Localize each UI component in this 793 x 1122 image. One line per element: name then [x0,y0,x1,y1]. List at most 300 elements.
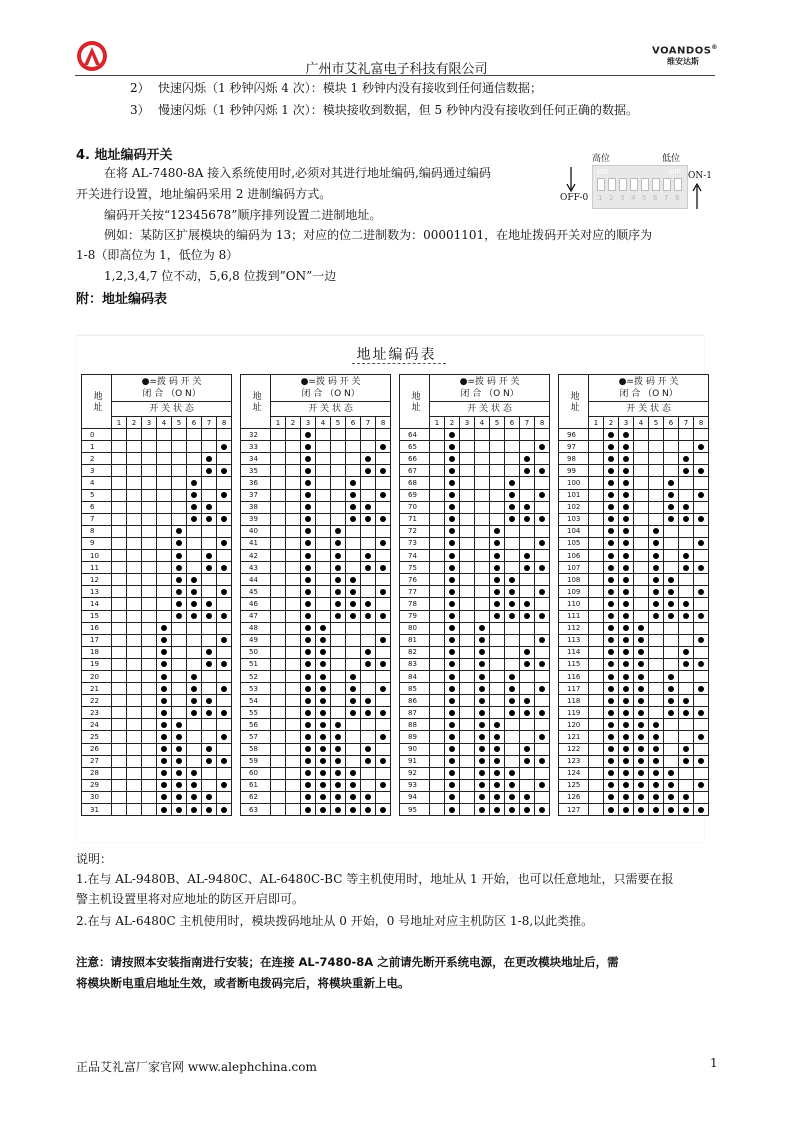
table-row [559,562,709,574]
switch-cell [217,477,232,489]
switch-on-dot [320,649,326,655]
switch-on-dot [221,637,227,643]
switch-on-dot [683,794,689,800]
section-para-2: 编码开关按“12345678”顺序排列设置二进制地址。 [104,208,382,222]
switch-cell [589,719,604,731]
dip-numbers [597,194,683,204]
switch-on-dot [683,504,689,510]
switch-on-dot [380,710,386,716]
switch-on-dot [638,674,644,680]
switch-on-dot [509,504,515,510]
switch-cell [142,465,157,477]
switch-cell [172,525,187,537]
address-number: 8 [82,525,112,537]
switch-on-dot [365,807,371,813]
switch-on-dot [479,637,485,643]
switch-cell [505,683,520,695]
bit-header: 4 [316,417,331,429]
switch-cell [286,658,301,670]
switch-cell [535,695,550,707]
bit-header: 2 [604,417,619,429]
address-number: 34 [241,453,271,465]
switch-cell [694,755,709,767]
address-number: 116 [559,670,589,682]
address-number: 62 [241,791,271,803]
switch-cell [157,683,172,695]
switch-cell [679,779,694,791]
switch-on-dot [623,589,629,595]
switch-cell [694,791,709,803]
switch-cell [286,791,301,803]
switch-cell [589,537,604,549]
switch-on-dot [449,480,455,486]
switch-cell [301,562,316,574]
switch-cell [619,743,634,755]
switch-cell [649,477,664,489]
switch-on-dot [365,601,371,607]
switch-on-dot [479,710,485,716]
switch-on-dot [365,613,371,619]
address-number: 45 [241,586,271,598]
switch-on-dot [608,504,614,510]
switch-cell [505,586,520,598]
address-number: 39 [241,513,271,525]
switch-cell [505,707,520,719]
switch-cell [127,489,142,501]
addr-col-header: 地址 [559,375,589,429]
switch-cell [286,489,301,501]
table-row [82,598,232,610]
switch-cell [271,683,286,695]
switch-cell [649,791,664,803]
switch-on-dot [449,686,455,692]
address-number: 66 [400,453,430,465]
table-row [559,574,709,586]
switch-on-dot [350,601,356,607]
switch-cell [301,743,316,755]
switch-cell [346,779,361,791]
address-number: 109 [559,586,589,598]
table-row [559,707,709,719]
switch-on-dot [524,468,530,474]
switch-cell [316,513,331,525]
bit-header: 6 [664,417,679,429]
switch-on-dot [449,444,455,450]
table-row [82,634,232,646]
switch-cell [694,670,709,682]
table-row [241,586,391,598]
page-number: 1 [710,1056,718,1070]
switch-cell [589,755,604,767]
switch-cell [430,441,445,453]
switch-on-dot [653,553,659,559]
switch-cell [535,779,550,791]
switch-cell [490,453,505,465]
switch-on-dot [176,782,182,788]
address-number: 18 [82,646,112,658]
switch-cell [217,791,232,803]
switch-cell [361,513,376,525]
table-row [400,477,550,489]
switch-cell [535,767,550,779]
table-row [241,622,391,634]
switch-cell [505,767,520,779]
table-row [241,562,391,574]
switch-cell [331,755,346,767]
switch-cell [460,731,475,743]
switch-cell [217,574,232,586]
switch-cell [604,779,619,791]
switch-on-dot [221,565,227,571]
switch-cell [271,804,286,816]
switch-cell [430,622,445,634]
switch-cell [127,731,142,743]
switch-cell [112,646,127,658]
bit-header: 7 [361,417,376,429]
switch-cell [361,537,376,549]
switch-cell [157,755,172,767]
switch-cell [112,767,127,779]
switch-cell [271,731,286,743]
switch-cell [535,743,550,755]
switch-cell [112,610,127,622]
switch-on-dot [608,710,614,716]
address-number: 105 [559,537,589,549]
switch-on-dot [380,444,386,450]
switch-cell [202,755,217,767]
table-row [241,646,391,658]
switch-on-dot [320,758,326,764]
table-row [559,767,709,779]
table-row [82,731,232,743]
table-row [559,731,709,743]
switch-cell [301,501,316,513]
switch-cell [187,743,202,755]
switch-on-dot [509,516,515,522]
switch-cell [271,513,286,525]
switch-cell [460,695,475,707]
switch-cell [535,550,550,562]
switch-state-header: 开 关 状 态 [271,402,391,417]
switch-cell [460,562,475,574]
switch-cell [301,598,316,610]
switch-on-dot [638,758,644,764]
table-row [400,610,550,622]
switch-cell [445,707,460,719]
bit-header: 5 [331,417,346,429]
switch-cell [187,429,202,441]
switch-cell [445,537,460,549]
switch-cell [589,646,604,658]
switch-cell [157,489,172,501]
switch-on-dot [449,734,455,740]
switch-cell [142,550,157,562]
switch-on-dot [524,710,530,716]
switch-on-dot [380,782,386,788]
switch-cell [430,634,445,646]
switch-cell [127,707,142,719]
table-row [400,719,550,731]
switch-cell [202,453,217,465]
switch-cell [634,731,649,743]
switch-cell [376,610,391,622]
switch-cell [604,695,619,707]
legend-line-1: ●=拨 码 开 关 [300,377,361,387]
header-divider [75,75,715,76]
address-number: 103 [559,513,589,525]
switch-on-dot [683,746,689,752]
switch-cell [619,731,634,743]
switch-on-dot [305,674,311,680]
switch-cell [172,429,187,441]
switch-cell [202,562,217,574]
switch-cell [490,477,505,489]
switch-cell [430,767,445,779]
switch-cell [430,755,445,767]
switch-cell [679,743,694,755]
switch-cell [535,707,550,719]
switch-cell [376,791,391,803]
address-number: 14 [82,598,112,610]
switch-cell [430,477,445,489]
switch-cell [157,634,172,646]
switch-on-dot [221,468,227,474]
switch-cell [520,489,535,501]
switch-cell [490,622,505,634]
switch-cell [490,610,505,622]
company-name: 广州市艾礼富电子科技有限公司 [305,62,488,77]
switch-on-dot [638,649,644,655]
switch-cell [346,550,361,562]
switch-on-dot [305,649,311,655]
switch-on-dot [191,698,197,704]
switch-cell [505,465,520,477]
switch-cell [346,707,361,719]
switch-cell [157,562,172,574]
switch-cell [475,537,490,549]
switch-cell [361,719,376,731]
bit-header: 7 [679,417,694,429]
switch-cell [634,755,649,767]
bit-header: 4 [634,417,649,429]
switch-on-dot [449,540,455,546]
switch-cell [634,719,649,731]
switch-cell [445,695,460,707]
switch-on-dot [683,553,689,559]
switch-on-dot [524,807,530,813]
switch-cell [589,743,604,755]
section-para-3b: 1-8（即高位为 1，低位为 8） [76,248,239,262]
switch-cell [664,501,679,513]
address-number: 0 [82,429,112,441]
address-number: 23 [82,707,112,719]
address-number: 74 [400,550,430,562]
table-row [559,550,709,562]
switch-on-dot [221,734,227,740]
table-row [82,513,232,525]
switch-on-dot [380,492,386,498]
switch-on-dot [494,734,500,740]
switch-on-dot [524,649,530,655]
address-number: 113 [559,634,589,646]
switch-cell [649,804,664,816]
table-row [400,646,550,658]
switch-cell [286,441,301,453]
switch-cell [505,550,520,562]
switch-cell [172,622,187,634]
switch-cell [535,610,550,622]
switch-cell [460,743,475,755]
address-table [81,374,232,816]
bit-header: 2 [286,417,301,429]
switch-cell [286,646,301,658]
switch-on-dot [608,674,614,680]
switch-cell [679,610,694,622]
table-row [241,719,391,731]
switch-on-dot [479,625,485,631]
table-row [559,429,709,441]
switch-on-dot [608,746,614,752]
switch-cell [187,550,202,562]
switch-cell [619,767,634,779]
switch-cell [112,719,127,731]
address-number: 94 [400,791,430,803]
switch-on-dot [221,444,227,450]
switch-cell [346,755,361,767]
switch-cell [286,731,301,743]
switch-cell [589,429,604,441]
switch-cell [217,537,232,549]
switch-cell [346,513,361,525]
switch-cell [286,453,301,465]
switch-cell [490,658,505,670]
switch-cell [376,513,391,525]
switch-on-dot [668,516,674,522]
address-number: 87 [400,707,430,719]
switch-cell [445,501,460,513]
switch-on-dot [305,589,311,595]
switch-cell [346,489,361,501]
switch-cell [286,477,301,489]
address-number: 64 [400,429,430,441]
switch-cell [361,683,376,695]
switch-cell [604,453,619,465]
switch-on-dot [365,661,371,667]
switch-cell [376,804,391,816]
switch-cell [361,743,376,755]
switch-cell [217,767,232,779]
address-table [399,374,550,816]
bit-header: 1 [271,417,286,429]
legend-cell [430,375,550,402]
switch-cell [301,695,316,707]
switch-cell [490,683,505,695]
switch-cell [112,598,127,610]
switch-cell [535,598,550,610]
switch-cell [301,779,316,791]
switch-on-dot [608,528,614,534]
switch-on-dot [683,565,689,571]
table-row [82,646,232,658]
switch-cell [127,767,142,779]
table-row [82,550,232,562]
switch-on-dot [449,770,455,776]
dip-lever [641,178,649,191]
switch-cell [520,562,535,574]
switch-cell [505,574,520,586]
switch-cell [271,562,286,574]
switch-cell [475,525,490,537]
switch-cell [376,743,391,755]
switch-cell [361,804,376,816]
switch-on-dot [221,613,227,619]
address-number: 5 [82,489,112,501]
switch-on-dot [539,468,545,474]
switch-cell [460,670,475,682]
switch-cell [679,550,694,562]
switch-cell [520,658,535,670]
switch-cell [286,804,301,816]
switch-on-dot [494,589,500,595]
switch-on-dot [305,722,311,728]
switch-on-dot [380,613,386,619]
legend-line-1: ●=拨 码 开 关 [618,377,679,387]
switch-on-dot [668,686,674,692]
table-row [400,670,550,682]
switch-cell [346,804,361,816]
table-row [82,791,232,803]
switch-cell [217,562,232,574]
switch-on-dot [176,528,182,534]
switch-cell [604,441,619,453]
switch-cell [475,501,490,513]
switch-cell [301,719,316,731]
table-row [241,767,391,779]
switch-cell [202,513,217,525]
switch-on-dot [221,782,227,788]
address-number: 3 [82,465,112,477]
switch-on-dot [668,698,674,704]
switch-on-dot [623,782,629,788]
switch-on-dot [191,516,197,522]
switch-on-dot [479,746,485,752]
switch-cell [535,501,550,513]
table-row [241,550,391,562]
table-row [241,501,391,513]
switch-on-dot [449,432,455,438]
switch-cell [346,767,361,779]
switch-cell [679,586,694,598]
switch-cell [316,804,331,816]
bit-header: 3 [142,417,157,429]
switch-cell [271,707,286,719]
switch-cell [664,441,679,453]
switch-cell [634,610,649,622]
switch-cell [187,610,202,622]
switch-cell [604,646,619,658]
bit-header: 8 [535,417,550,429]
switch-on-dot [638,722,644,728]
address-number: 82 [400,646,430,658]
switch-cell [331,695,346,707]
switch-cell [679,513,694,525]
switch-on-dot [335,782,341,788]
switch-cell [604,634,619,646]
switch-cell [604,670,619,682]
table-row [82,683,232,695]
switch-on-dot [638,698,644,704]
switch-cell [430,610,445,622]
